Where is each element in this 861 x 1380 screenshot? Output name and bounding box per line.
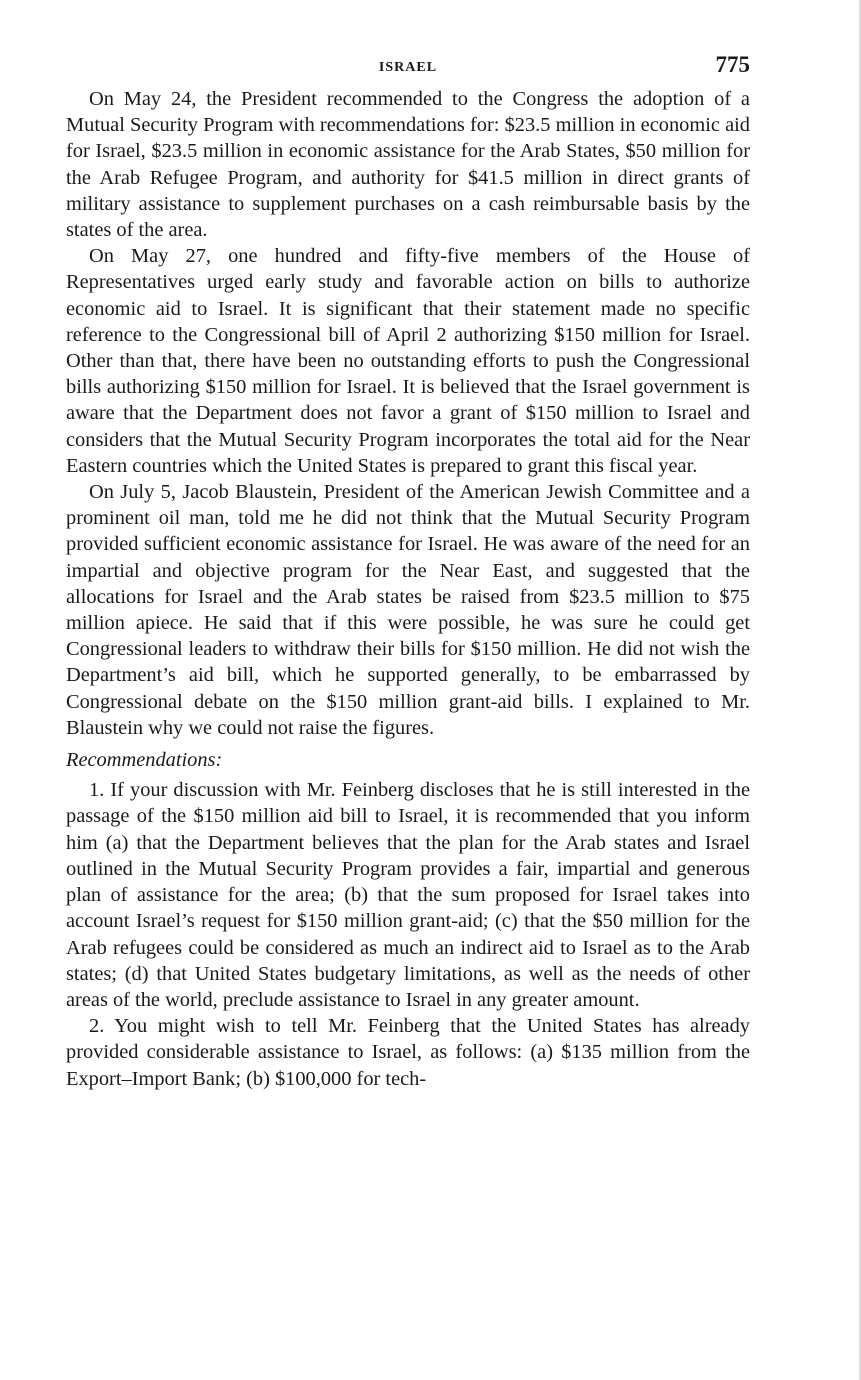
document-page (66, 52, 750, 1092)
paragraph-may-27: On May 27, one hundred and fifty-five members of the House of Representatives urged early study and favorable action on bills to authorize economic aid to Israel. It is significant that their statement made no specific reference to the Congressional bill of April 2 authorizing $150 million for Israel. Other than that, there have been no outstanding efforts to push the Congressional bills authorizing $150 million for Israel. It is believed that the Israel government is aware that the Department does not favor a grant of $150 million to Israel and considers that the Mutual Security Program incorporates the total aid for the Near Eastern countries which the United States is prepared to grant this fiscal year. (66, 245, 750, 477)
paragraph-may-24: On May 24, the President recommended to the Congress the adoption of a Mutual Security Program with recommendations for: $23.5 million in economic aid for Israel, $23.5 million in economic assistance for the Arab States, $50 million for the Arab Refugee Program, and authority for $41.5 million in direct grants of military assistance to supplement purchases on a cash reimbursable basis by the states of the area. (66, 88, 750, 242)
running-head: ISRAEL (378, 60, 438, 75)
paragraph-july-5: On July 5, Jacob Blaustein, President of the American Jewish Committee and a prominent oil man, told me he did not think that the Mutual Security Program provided sufficient economic assistance for Israel. He was aware of the need for an impartial and objective program for the Near East, and suggested that the allocations for Israel and the Arab states be raised from $23.5 million to $75 million apiece. He said that if this were possible, he was sure he could get Congressional leaders to withdraw their bills for $150 million. He did not wish the Department’s aid bill, which he supported generally, to be embarrassed by Congressional debate on the $150 million grant-aid bills. I explained to Mr. Blaustein why we could not raise the figures. (66, 481, 750, 739)
recommendation-2: 2. You might wish to tell Mr. Feinberg that the United States has already provided considerable assistance to Israel, as follows: (a) $135 million from the Export–Import Bank; (b) $100,000 for tech- (66, 1015, 750, 1090)
page-header (66, 52, 750, 86)
recommendations-heading: Recommendations: (66, 749, 223, 772)
page-number: 775 (715, 52, 750, 77)
recommendation-1: 1. If your discussion with Mr. Feinberg discloses that he is still interested in the passage of the $150 million aid bill to Israel, it is recommended that you inform him (a) that the Department believes that the plan for the Arab states and Israel outlined in the Mutual Security Program provides a fair, impartial and generous plan of assistance for the area; (b) that the sum proposed for Israel takes into account Israel’s request for $150 million grant-aid; (c) that the $50 million for the Arab refugees could be considered as much an indirect aid to Israel as to the Arab states; (d) that United States budgetary limitations, as well as the needs of other areas of the world, preclude assistance to Israel in any greater amount. (66, 779, 750, 1011)
